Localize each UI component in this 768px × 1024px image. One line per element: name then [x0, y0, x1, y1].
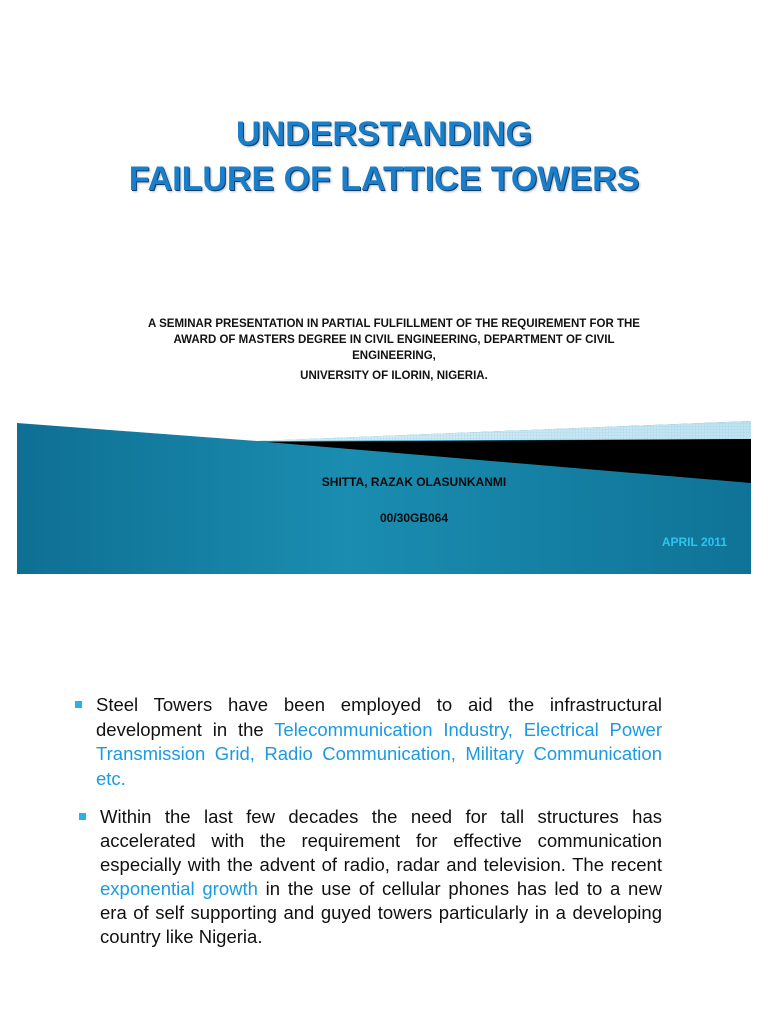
- subtitle-line-4: UNIVERSITY OF ILORIN, NIGERIA.: [300, 370, 488, 382]
- bullet-2-text-before: Within the last few decades the need for tall structures has accelerated with the requirement for effective communication especially with the advent of radio, radar and television. The recent: [100, 806, 662, 875]
- square-bullet-icon: [75, 701, 82, 708]
- bullet-2-text-after: in the use of cellular phones has led to a new era of self supporting and guyed towers particularly in a developing country like Nigeria.: [100, 878, 662, 947]
- bullet-1-text: Steel Towers have been employed to aid the infrastructural development in the: [96, 694, 662, 740]
- subtitle-line-1: A SEMINAR PRESENTATION IN PARTIAL FULFILLMENT OF THE REQUIREMENT FOR THE: [148, 318, 640, 330]
- bullet-item-1: [72, 693, 662, 791]
- title-line-1: UNDERSTANDING: [236, 115, 532, 153]
- seminar-subtitle: [80, 316, 708, 384]
- title-banner: [17, 417, 751, 574]
- bullet-1-highlight: Telecommunication Industry, Electrical Power Transmission Grid, Radio Communication, Military Communication etc.: [96, 718, 662, 789]
- banner-graphic: [17, 417, 751, 574]
- subtitle-line-2: AWARD OF MASTERS DEGREE IN CIVIL ENGINEERING, DEPARTMENT OF CIVIL: [173, 334, 615, 346]
- content-slide: [0, 625, 768, 1024]
- bullet-2-highlight: exponential growth: [100, 878, 258, 899]
- registration-number: 00/30GB064: [379, 511, 449, 525]
- subtitle-line-3: ENGINEERING,: [352, 350, 436, 362]
- slide-title: [0, 112, 768, 202]
- presentation-date: APRIL 2011: [661, 535, 727, 549]
- square-bullet-icon: [79, 813, 86, 820]
- title-line-2: FAILURE OF LATTICE TOWERS: [128, 160, 640, 198]
- author-name: SHITTA, RAZAK OLASUNKANMI: [321, 475, 507, 489]
- bullet-list: [72, 693, 662, 949]
- bullet-item-2: [76, 805, 662, 949]
